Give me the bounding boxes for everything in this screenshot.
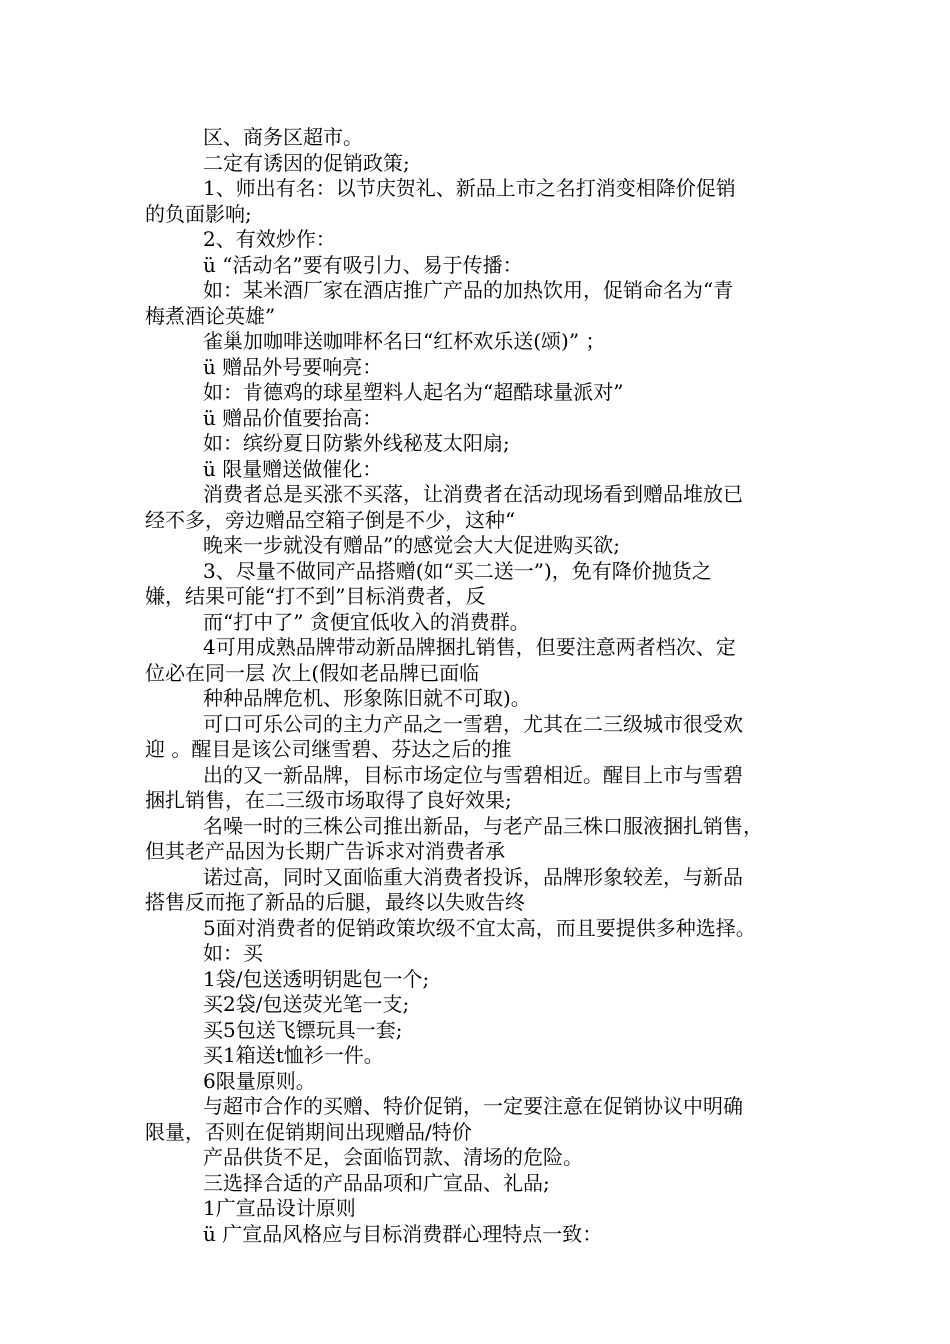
text-line: 产品供货不足，会面临罚款、清场的危险。 (203, 1145, 583, 1169)
text-line: 捆扎销售，在二三级市场取得了良好效果; (145, 788, 512, 812)
text-line: 雀巢加咖啡送咖啡杯名曰“红杯欢乐送(颂)” ； (203, 329, 606, 353)
text-line: 名噪一时的三株公司推出新品，与老产品三株口服液捆扎销售， (203, 813, 763, 838)
text-line: ü 限量赠送做催化： (203, 456, 383, 481)
text-line: 经不多，旁边赠品空箱子倒是不少，这种“ (145, 507, 516, 532)
text-line: 如：缤纷夏日防紫外线秘芨太阳扇; (203, 431, 510, 455)
text-line: 出的又一新品牌，目标市场定位与雪碧相近。醒目上市与雪碧 (203, 762, 743, 787)
text-line: 买2袋/包送荧光笔一支; (203, 992, 410, 1016)
text-line: 限量，否则在促销期间出现赠品/特价 (145, 1119, 472, 1144)
text-line: 如：某米酒厂家在酒店推广产品的加热饮用，促销命名为“青 (203, 278, 734, 302)
text-line: 1袋/包送透明钥匙包一个; (203, 966, 430, 991)
text-line: 买5包送飞镖玩具一套; (203, 1017, 403, 1042)
text-line: 如：买 (203, 941, 263, 965)
text-line: 1、师出有名：以节庆贺礼、新品上市之名打消变相降价促销 (203, 176, 736, 200)
text-line: 5面对消费者的促销政策坎级不宜太高，而且要提供多种选择。 (203, 915, 756, 940)
text-line: ü 广宣品风格应与目标消费群心理特点一致： (203, 1221, 603, 1246)
text-line: 可口可乐公司的主力产品之一雪碧，尤其在二三级城市很受欢 (203, 711, 743, 736)
text-line: 4可用成熟品牌带动新品牌捆扎销售，但要注意两者档次、定 (203, 635, 736, 659)
text-line: 消费者总是买涨不买落，让消费者在活动现场看到赠品堆放已 (203, 482, 743, 506)
text-line: 诺过高，同时又面临重大消费者投诉，品牌形象较差，与新品 (203, 864, 743, 889)
text-line: 晚来一步就没有赠品”的感觉会大大促进购买欲; (203, 533, 620, 557)
text-line: 位必在同一层 次上(假如老品牌已面临 (145, 660, 480, 685)
text-line: 6限量原则。 (203, 1068, 316, 1093)
text-line: 的负面影响; (145, 201, 252, 226)
text-line: 2、有效炒作： (203, 227, 336, 251)
text-line: 种种品牌危机、形象陈旧就不可取)。 (203, 686, 531, 710)
text-line: 三选择合适的产品品项和广宣品、礼品; (203, 1170, 550, 1195)
text-line: 迎 。醒目是该公司继雪碧、芬达之后的推 (145, 737, 512, 761)
text-line: 3、尽量不做同产品搭赠(如“买二送一”)，免有降价抛货之 (203, 558, 712, 583)
text-line: 买1箱送t恤衫一件。 (203, 1043, 384, 1067)
text-line: ü 赠品外号要响亮： (203, 354, 383, 379)
text-line: 如：肯德鸡的球星塑料人起名为“超酷球量派对” (203, 380, 624, 404)
document-body (145, 125, 815, 1247)
text-line: 二定有诱因的促销政策; (203, 150, 410, 175)
text-line: 而“打中了” 贪便宜低收入的消费群。 (203, 609, 530, 634)
text-line: 嫌，结果可能“打不到”目标消费者，反 (145, 584, 486, 608)
text-line: ü “活动名”要有吸引力、易于传播： (203, 252, 523, 277)
text-line: 1广宣品设计原则 (203, 1196, 356, 1220)
text-line: 但其老产品因为长期广告诉求对消费者承 (145, 839, 505, 863)
text-line: 搭售反而拖了新品的后腿，最终以失败告终 (145, 890, 525, 914)
text-line: 与超市合作的买赠、特价促销，一定要注意在促销协议中明确 (203, 1094, 743, 1118)
text-line: 区、商务区超市。 (203, 125, 363, 149)
text-line: ü 赠品价值要抬高： (203, 405, 383, 430)
text-line: 梅煮酒论英雄” (145, 303, 276, 328)
